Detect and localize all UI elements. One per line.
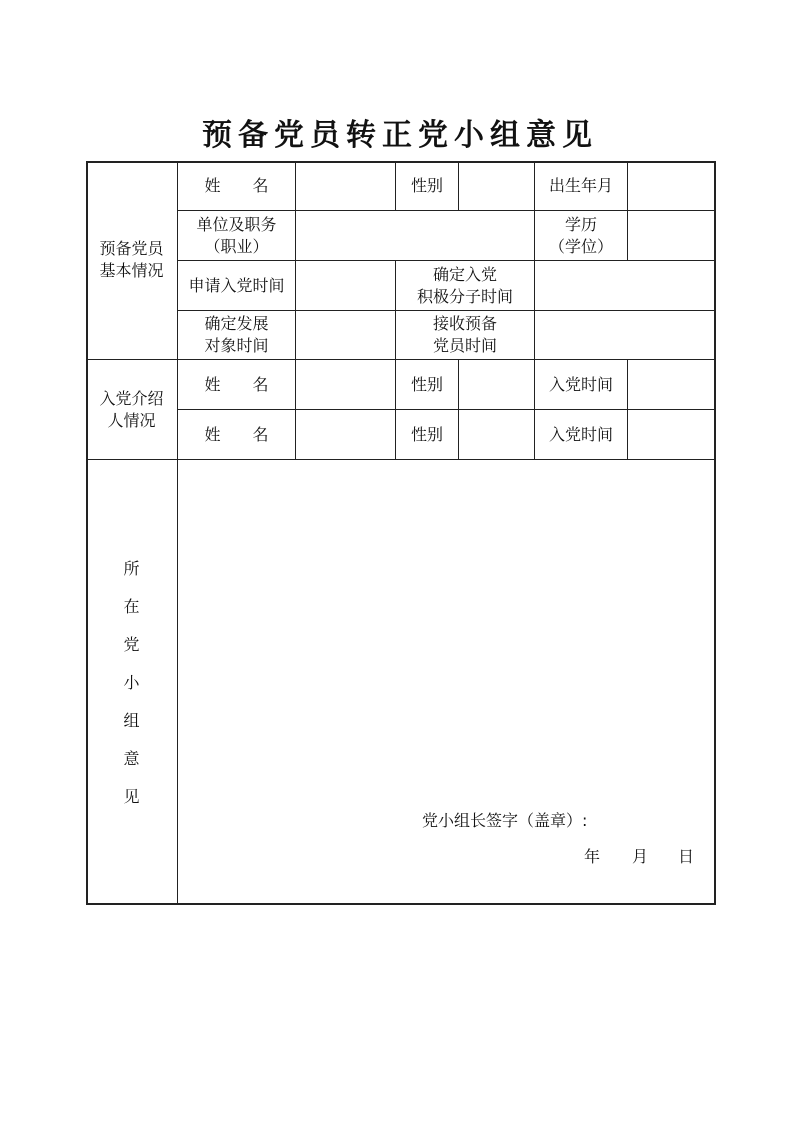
signature-month: 月 <box>632 847 649 866</box>
label-birth <box>535 161 628 211</box>
label-apply-time <box>178 261 296 311</box>
field-gender[interactable] <box>459 161 535 211</box>
section-introducer-line1: 入党介绍 <box>99 388 164 408</box>
field-probation-time[interactable] <box>535 311 716 360</box>
opinion-char: 小 <box>123 672 140 692</box>
introducer2-field-gender[interactable] <box>459 410 535 460</box>
label-probation-time <box>396 311 535 360</box>
label-gender-text: 性别 <box>410 175 443 195</box>
field-unit[interactable] <box>296 211 535 261</box>
label-dev-time <box>178 311 296 360</box>
opinion-char: 见 <box>123 786 140 806</box>
label-activist-time <box>396 261 535 311</box>
signature-year: 年 <box>584 847 601 866</box>
field-apply-time[interactable] <box>296 261 396 311</box>
section-basic-label-line1: 预备党员 <box>99 239 164 258</box>
introducer2-label-join-text: 入党时间 <box>548 424 613 444</box>
introducer1-label-join <box>535 360 628 410</box>
label-gender <box>396 161 459 211</box>
introducer2-label-join <box>535 410 628 460</box>
field-dev-time[interactable] <box>296 311 396 360</box>
opinion-char: 党 <box>123 634 140 654</box>
label-name <box>178 161 296 211</box>
opinion-char: 所 <box>123 558 140 578</box>
field-education[interactable] <box>628 211 716 261</box>
label-name-text: 姓 名 <box>204 175 269 195</box>
section-basic-label-line2: 基本情况 <box>99 261 164 280</box>
label-probation-line1: 接收预备 <box>432 314 497 333</box>
label-unit-line1: 单位及职务 <box>196 214 277 234</box>
label-unit-line2: （职业） <box>204 236 269 256</box>
section-introducer-label <box>86 360 178 460</box>
opinion-char: 组 <box>123 710 140 730</box>
introducer2-label-gender <box>396 410 459 460</box>
field-opinion[interactable] <box>178 460 716 905</box>
introducer1-label-name-text: 姓 名 <box>204 374 269 394</box>
introducer1-field-gender[interactable] <box>459 360 535 410</box>
introducer2-label-name-text: 姓 名 <box>204 424 269 444</box>
signature-day: 日 <box>678 847 695 866</box>
page-title: 预备党员转正党小组意见 <box>202 118 598 153</box>
introducer1-field-join[interactable] <box>628 360 716 410</box>
label-education-line1: 学历 <box>564 214 597 234</box>
label-activist-line2: 积极分子时间 <box>416 286 513 306</box>
signature-label: 党小组长签字（盖章）: <box>422 811 588 830</box>
label-unit <box>178 211 296 261</box>
field-activist-time[interactable] <box>535 261 716 311</box>
opinion-char: 在 <box>123 596 140 616</box>
label-birth-text: 出生年月 <box>548 175 613 195</box>
label-education <box>535 211 628 261</box>
introducer2-label-gender-text: 性别 <box>410 424 443 444</box>
section-introducer-line2: 人情况 <box>107 410 156 430</box>
section-opinion-label <box>86 460 178 905</box>
form-table <box>86 161 716 905</box>
label-probation-line2: 党员时间 <box>432 336 497 355</box>
label-dev-line1: 确定发展 <box>204 314 269 333</box>
label-activist-line1: 确定入党 <box>432 264 497 284</box>
introducer2-field-join[interactable] <box>628 410 716 460</box>
introducer1-field-name[interactable] <box>296 360 396 410</box>
introducer1-label-gender <box>396 360 459 410</box>
introducer1-label-gender-text: 性别 <box>410 374 443 394</box>
field-name[interactable] <box>296 161 396 211</box>
introducer2-field-name[interactable] <box>296 410 396 460</box>
section-basic-label <box>86 161 178 360</box>
field-birth[interactable] <box>628 161 716 211</box>
introducer1-label-join-text: 入党时间 <box>548 374 613 394</box>
label-education-line2: （学位） <box>548 236 613 256</box>
introducer2-label-name <box>178 410 296 460</box>
opinion-char: 意 <box>123 748 140 768</box>
introducer1-label-name <box>178 360 296 410</box>
label-apply-time-text: 申请入党时间 <box>188 275 285 295</box>
label-dev-line2: 对象时间 <box>204 336 269 355</box>
